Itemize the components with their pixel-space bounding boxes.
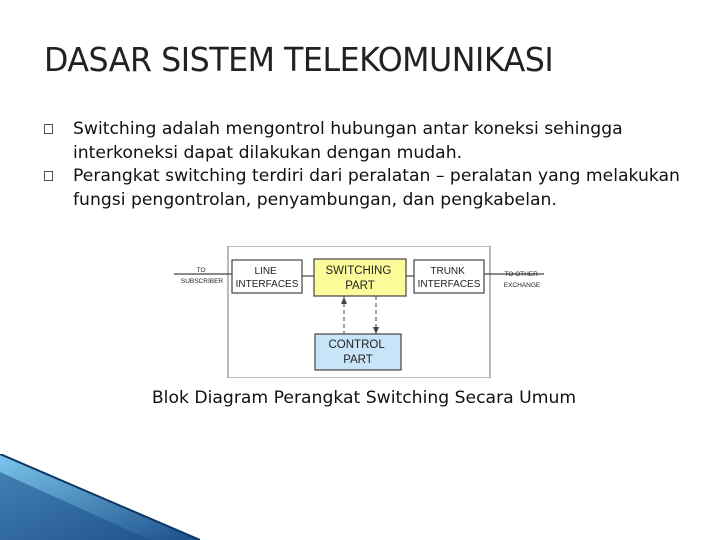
to-other-exchange-label: TO OTHER EXCHANGE	[503, 271, 541, 289]
control-part-label: CONTROL PART	[328, 339, 385, 366]
bullet-text: Perangkat switching terdiri dari peralatan – peralatan yang melakukan fungsi pengontrolan, penyambungan, dan pengkabelan.	[73, 166, 680, 210]
diagram-caption: Blok Diagram Perangkat Switching Secara Umum	[151, 388, 577, 408]
bullet-box-icon	[44, 124, 53, 134]
slide-title: DASAR SISTEM TELEKOMUNIKASI	[44, 40, 554, 79]
bullet-text: Switching adalah mengontrol hubungan antar koneksi sehingga interkoneksi dapat dilakukan dengan mudah.	[73, 119, 623, 163]
to-subscriber-label: TO SUBSCRIBER	[180, 267, 224, 285]
bullet-box-icon	[44, 171, 53, 181]
corner-decoration	[0, 454, 200, 540]
switching-block-diagram	[172, 246, 552, 378]
switching-part-label: SWITCHING PART	[325, 265, 392, 292]
trunk-interfaces-label: TRUNK INTERFACES	[417, 266, 481, 290]
line-interfaces-label: LINE INTERFACES	[235, 266, 299, 290]
bullet-item	[44, 118, 684, 165]
bullet-item	[44, 165, 684, 212]
bullet-list	[44, 118, 684, 212]
